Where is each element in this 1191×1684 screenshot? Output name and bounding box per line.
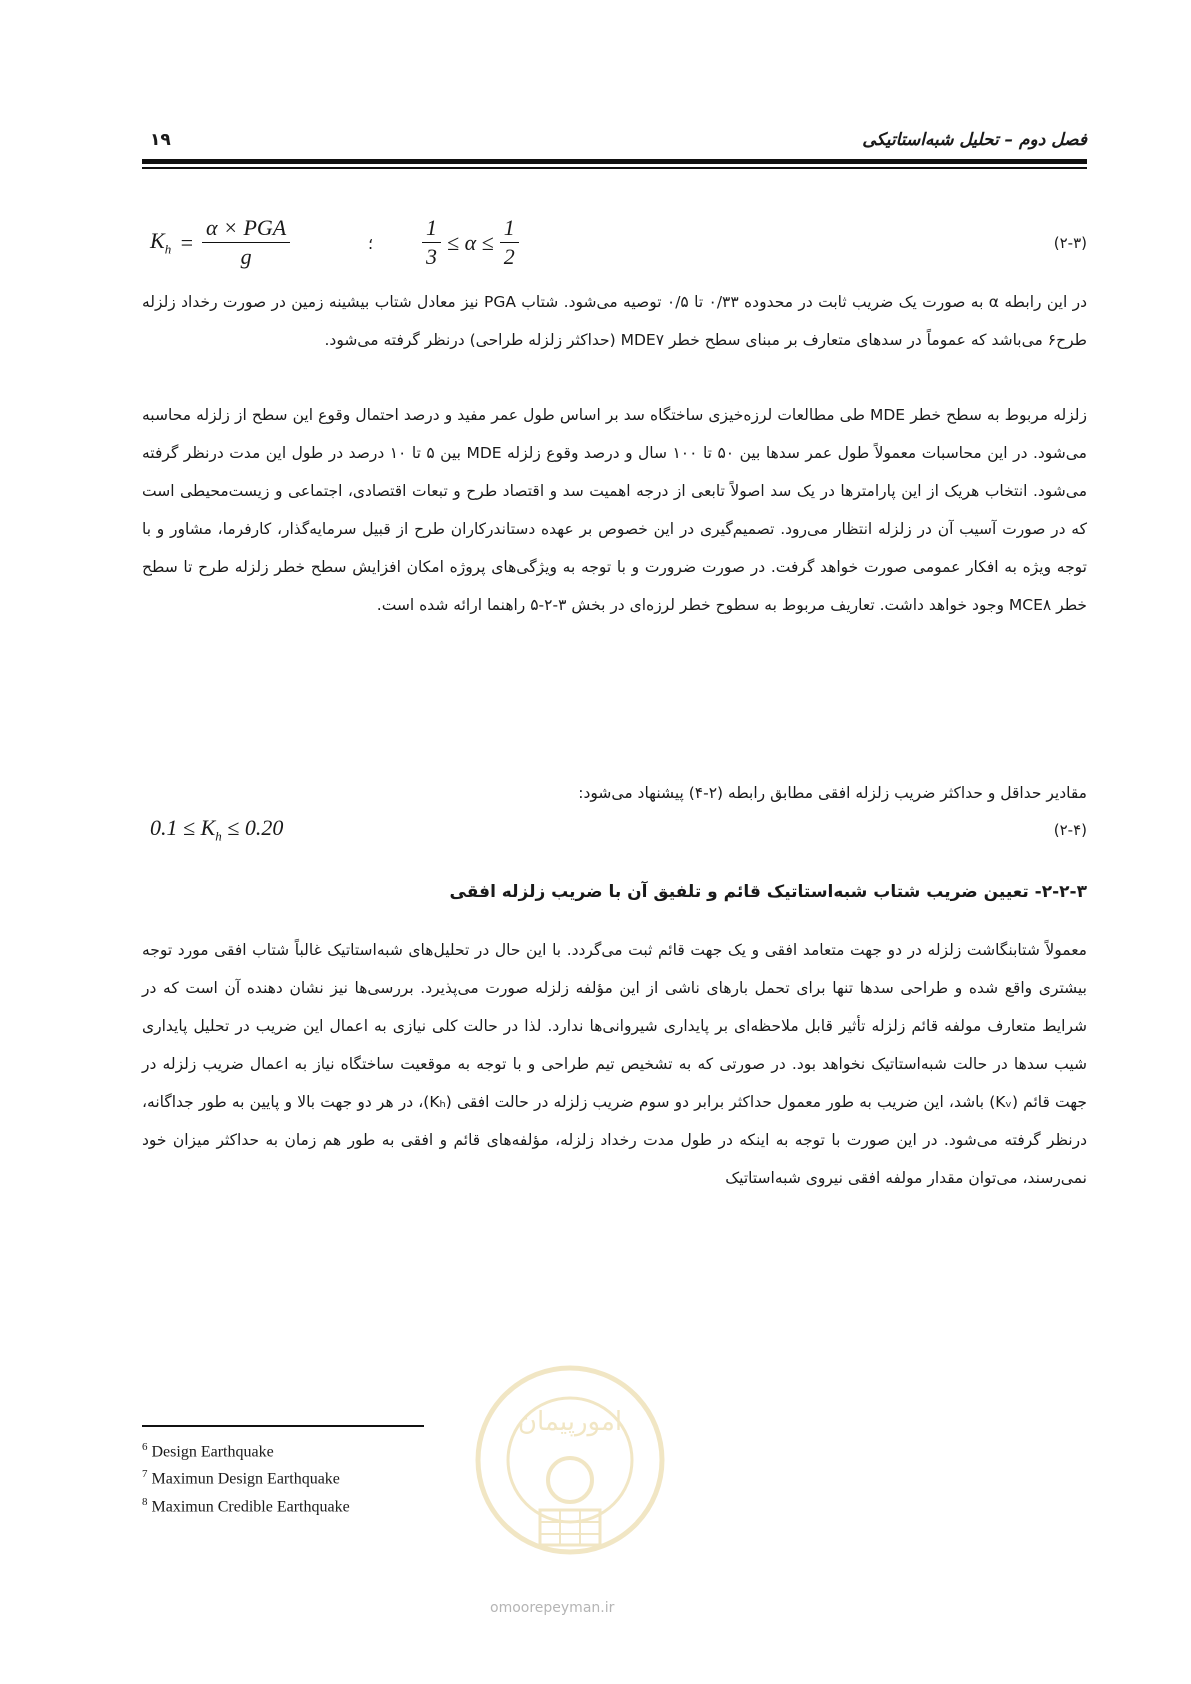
footnote-8: $^8$ Maximun Credible Earthquake: [142, 1495, 350, 1515]
equation-number: (۲-۴): [1053, 821, 1087, 839]
equation-3-2: $K_h$ = $\frac{\text{α × PGA}}{g}$ ؛ $\frac{1}{3}$ ≤ α ≤ $\frac{1}{2}$ (۲-۳): [150, 215, 1087, 269]
svg-text:امورپیمان: امورپیمان: [517, 1407, 623, 1437]
section-paragraph: معمولاً شتابنگاشت زلزله در دو جهت متعامد افقی و یک جهت قائم ثبت می‌گردد. با این حال در تحلیل‌های شبه‌استاتیک غالباً شتاب افقی مورد توجه بیشتری واقع شده و طراحی سدها تنها برای تحمل بارهای ناشی از این مؤلفه زلزله صورت می‌پذیرد. بررسی‌ها نیز نشان دهنده آن است که در شرایط متعارف مولفه قائم زلزله تأثیر قابل ملاحظه‌ای بر پایداری شیروانی‌ها ندارد. لذا در حالت کلی نیازی به اعمال این ضریب در تحلیل پایداری شیب سدها در حالت شبه‌استاتیک نخواهد بود. در صورتی که به تشخیص تیم طراحی و با توجه به موقعیت ساختگاه نیاز به اعمال ضریب زلزله در جهت قائم (Kᵥ) باشد، این ضریب به طور معمول حداکثر برابر دو سوم ضریب زلزله در حالت افقی (Kₕ)، در هر دو جهت بالا و پایین به طور جداگانه، درنظر گرفته می‌شود. در این صورت با توجه به اینکه در طول مدت رخداد زلزله، مؤلفه‌های قائم و افقی به طور هم زمان به حداکثر میزان خود نمی‌رسند، می‌توان مقدار مولفه افقی نیروی شبه‌استاتیک: [142, 941, 1087, 1187]
footnotes: [142, 1436, 350, 1518]
watermark-url: omoorepeyman.ir: [490, 1600, 615, 1616]
watermark-logo: [470, 1360, 670, 1570]
footnote-7: $^7$ Maximun Design Earthquake: [142, 1468, 340, 1488]
page-number: ۱۹: [150, 130, 171, 150]
chapter-title: فصل دوم – تحلیل شبه‌استاتیکی: [862, 130, 1087, 150]
header-rule-thin: [142, 167, 1087, 169]
kh-fraction: $\frac{\text{α × PGA}}{g}$: [202, 214, 290, 271]
header-rule-thick: [142, 159, 1087, 164]
equation-number: (۲-۳): [1053, 234, 1087, 252]
section-heading: ۲-۲-۳- تعیین ضریب شتاب شبه‌استاتیک قائم و تلفیق آن با ضریب زلزله افقی: [449, 882, 1087, 902]
equation-4-2: [150, 815, 1087, 855]
footnote-6: $^6$ Design Earthquake: [142, 1441, 274, 1461]
footnote-rule: [142, 1425, 424, 1427]
kh-bounds: $0.1 \le K_h \le 0.20$: [150, 815, 284, 844]
paragraph-2: زلزله مربوط به سطح خطر MDE طی مطالعات لرزه‌خیزی ساختگاه سد بر اساس طول عمر مفید و درصد احتمال وقوع این سطح از زلزله محاسبه می‌شود. در این محاسبات معمولاً طول عمر سدها بین ۵۰ تا ۱۰۰ سال و درصد وقوع زلزله MDE بین ۵ تا ۱۰ درصد در طول این مدت درنظر گرفته می‌شود. انتخاب هریک از این پارامترها در یک سد اصولاً تابعی از درجه اهمیت سد و اقتصاد طرح و تبعات اقتصادی، اجتماعی و زیست‌محیطی است که در صورت آسیب آن در زلزله انتظار می‌رود. تصمیم‌گیری در این خصوص بر عهده دستاندرکاران طرح از قبیل سرمایه‌گذار، کارفرما، مشاور و با توجه ویژه به افکار عمومی صورت خواهد گرفت. در صورت ضرورت و با توجه به ویژگی‌های پروژه امکان افزایش سطح خطر زلزله طرح تا سطح خطر MCE۸ وجود خواهد داشت. تعاریف مربوط به سطوح خطر لرزه‌ای در بخش ۳-۲-۵ راهنما ارائه شده است.: [142, 406, 1087, 614]
paragraph-3: مقادیر حداقل و حداکثر ضریب زلزله افقی مطابق رابطه (۲-۴) پیشنهاد می‌شود:: [578, 784, 1087, 802]
paragraph-1: در این رابطه α به صورت یک ضریب ثابت در محدوده ۰/۳۳ تا ۰/۵ توصیه می‌شود. شتاب PGA نیز معادل شتاب بیشینه زمین در صورت رخداد زلزله طرح۶ می‌باشد که عموماً در سدهای متعارف بر مبنای سطح خطر MDE۷ (حداکثر زلزله طراحی) درنظر گرفته می‌شود.: [142, 293, 1088, 349]
alpha-range: $\frac{1}{3}$ ≤ α ≤ $\frac{1}{2}$: [422, 214, 519, 271]
equation-separator: ؛: [368, 234, 374, 253]
kh-symbol: $K_h$: [150, 227, 172, 257]
